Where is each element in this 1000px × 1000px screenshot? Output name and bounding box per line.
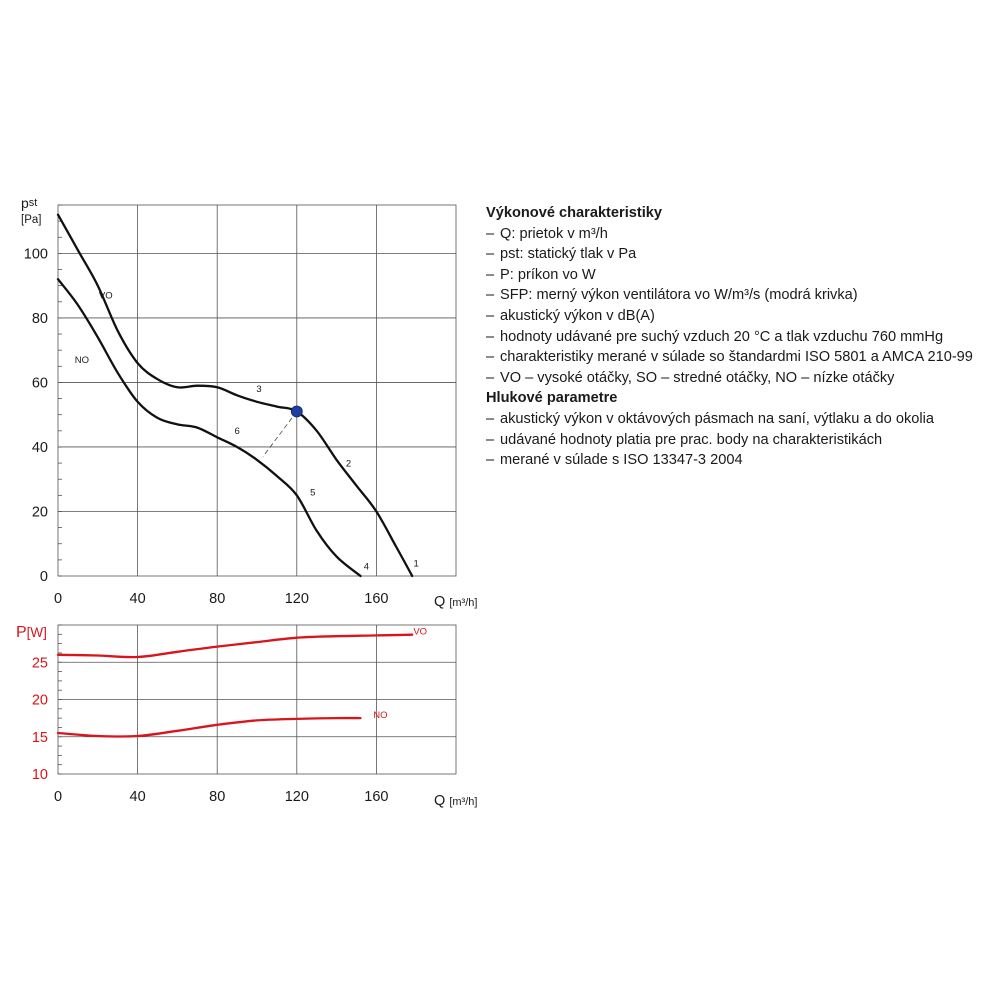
curve-annotation: 5 — [310, 487, 316, 499]
noise-title: Hlukové parametre — [486, 390, 618, 407]
performance-item: – VO – vysoké otáčky, SO – stredné otáčky, NO – nízke otáčky — [486, 368, 991, 389]
y-tick-label: 60 — [31, 375, 48, 392]
legend-panel — [486, 203, 991, 471]
series-line-vo — [58, 635, 412, 657]
x-tick-label: 80 — [209, 591, 226, 607]
curve-annotation: VO — [413, 626, 428, 638]
performance-item: – SFP: merný výkon ventilátora vo W/m³/s (modrá krivka) — [486, 285, 991, 306]
curve-annotation: 2 — [345, 458, 352, 470]
performance-title: Výkonové charakteristiky — [486, 205, 663, 221]
performance-item: – pst: statický tlak v Pa — [486, 244, 991, 265]
y-tick-label: 0 — [39, 569, 48, 585]
operating-point — [291, 406, 302, 417]
curve-annotation: 4 — [363, 561, 370, 573]
performance-item: – P: príkon vo W — [486, 265, 991, 286]
noise-item: – merané v súlade s ISO 13347-3 2004 — [486, 450, 991, 471]
performance-item: – Q: prietok v m³/h — [486, 224, 991, 245]
x-tick-label: 0 — [53, 789, 63, 805]
series-line-vo — [58, 215, 412, 576]
x-tick-label: 160 — [364, 789, 389, 805]
y-axis-unit: [Pa] — [21, 214, 42, 226]
pressure-chart — [21, 195, 477, 610]
y-axis-label: pst — [21, 195, 38, 211]
x-tick-label: 80 — [209, 789, 226, 805]
performance-item: – charakteristiky merané v súlade so štandardmi ISO 5801 a AMCA 210-99 — [486, 347, 991, 368]
x-tick-label: 40 — [129, 591, 146, 607]
series-line-no — [58, 718, 361, 736]
curve-annotation: NO — [74, 355, 90, 367]
operating-point-connector — [263, 411, 297, 456]
x-tick-label: 160 — [364, 591, 389, 607]
noise-item: – akustický výkon v oktávových pásmach na saní, výtlaku a do okolia — [486, 409, 991, 430]
performance-item: – akustický výkon v dB(A) — [486, 306, 991, 327]
performance-list — [486, 224, 991, 389]
x-tick-label: 0 — [53, 591, 63, 607]
y-tick-label: 10 — [31, 767, 48, 783]
y-tick-label: 20 — [31, 504, 48, 521]
noise-item: – udávané hodnoty platia pre prac. body na charakteristikách — [486, 430, 991, 451]
x-tick-label: 40 — [129, 789, 146, 805]
y-tick-label: 25 — [31, 655, 48, 672]
performance-item: – hodnoty udávané pre suchý vzduch 20 °C a tlak vzduchu 760 mmHg — [486, 327, 991, 348]
curve-annotation: VO — [98, 290, 113, 302]
curve-annotation: NO — [373, 710, 388, 722]
y-tick-label: 20 — [31, 692, 48, 709]
curve-annotation: 1 — [413, 558, 419, 570]
curve-annotation: 6 — [234, 426, 240, 438]
y-axis-label: P[W] — [16, 624, 47, 641]
curve-annotation: 3 — [256, 384, 262, 396]
y-tick-label: 100 — [23, 246, 48, 263]
noise-list — [486, 409, 991, 471]
x-tick-label: 120 — [284, 591, 309, 607]
y-tick-label: 40 — [31, 439, 48, 456]
y-tick-label: 80 — [31, 310, 48, 327]
x-tick-label: 120 — [284, 789, 309, 805]
x-axis-label: Q [m³/h] — [434, 793, 478, 809]
x-axis-label: Q [m³/h] — [434, 594, 478, 610]
y-tick-label: 15 — [31, 729, 48, 746]
power-chart — [16, 624, 477, 809]
